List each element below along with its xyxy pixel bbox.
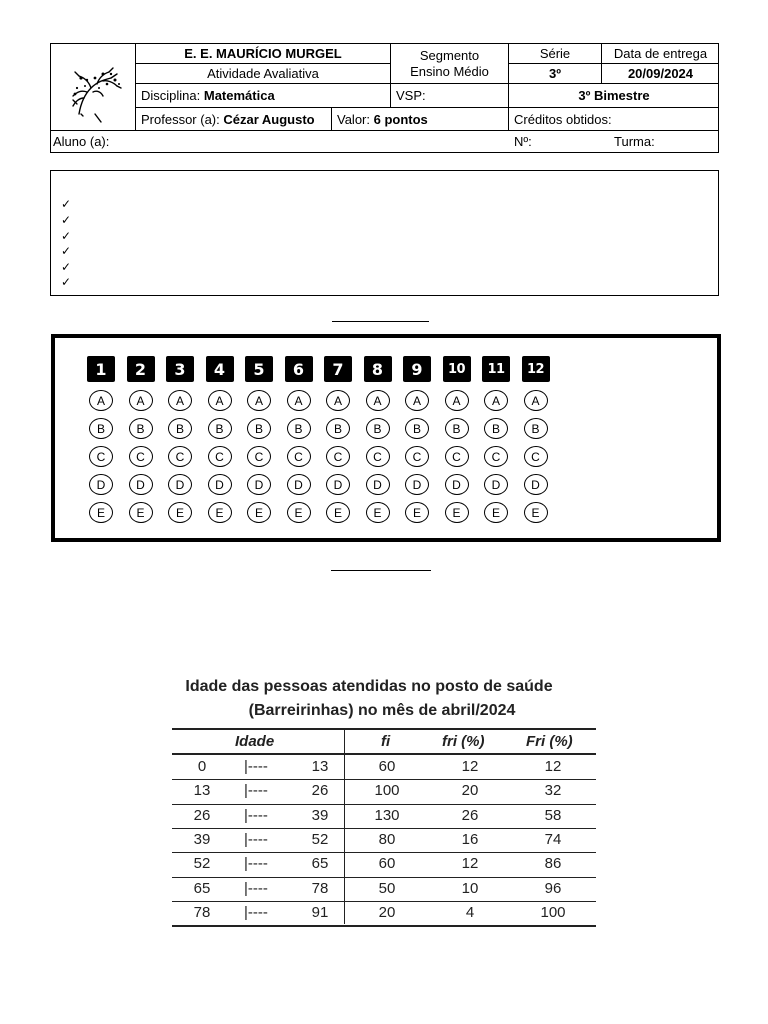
answer-bubble-q3-c[interactable]: C bbox=[168, 446, 192, 467]
cell-fri: 4 bbox=[465, 903, 475, 921]
checkmark-icon: ✓ bbox=[61, 275, 72, 289]
header-fri: fri (%) bbox=[442, 733, 485, 750]
cell-Fri: 74 bbox=[544, 830, 562, 848]
cell-age-from: 39 bbox=[193, 830, 211, 848]
cell-fi: 100 bbox=[374, 782, 400, 800]
serie-label: Série bbox=[509, 44, 602, 64]
question-number-5: 5 bbox=[245, 356, 273, 382]
answer-bubble-q10-c[interactable]: C bbox=[445, 446, 469, 467]
value-cell bbox=[332, 108, 509, 131]
answer-bubble-q4-e[interactable]: E bbox=[208, 502, 232, 523]
checkmark-icon: ✓ bbox=[61, 244, 72, 258]
answer-bubble-q6-e[interactable]: E bbox=[287, 502, 311, 523]
answer-bubble-q5-a[interactable]: A bbox=[247, 390, 271, 411]
segment-value: Ensino Médio bbox=[410, 64, 489, 79]
cell-age-from: 65 bbox=[193, 879, 211, 897]
table-title-line2: (Barreirinhas) no mês de abril/2024 bbox=[248, 702, 516, 719]
cell-Fri: 86 bbox=[544, 855, 562, 873]
answer-bubble-q2-d[interactable]: D bbox=[129, 474, 153, 495]
answer-bubble-q6-b[interactable]: B bbox=[287, 418, 311, 439]
cell-fri: 20 bbox=[461, 782, 479, 800]
answer-bubble-q5-b[interactable]: B bbox=[247, 418, 271, 439]
cell-fi: 130 bbox=[374, 806, 400, 824]
answer-bubble-q2-b[interactable]: B bbox=[129, 418, 153, 439]
due-date-label: Data de entrega bbox=[602, 44, 719, 64]
answer-bubble-q8-a[interactable]: A bbox=[366, 390, 390, 411]
answer-bubble-q6-a[interactable]: A bbox=[287, 390, 311, 411]
table-row-rule bbox=[172, 779, 596, 780]
column-divider bbox=[344, 728, 345, 924]
cell-fi: 60 bbox=[378, 855, 396, 873]
teacher-label: Professor (a): bbox=[141, 111, 220, 127]
question-number-9: 9 bbox=[403, 356, 431, 382]
cell-Fri: 12 bbox=[544, 758, 562, 775]
question-number-6: 6 bbox=[285, 356, 313, 382]
answer-bubble-q8-b[interactable]: B bbox=[366, 418, 390, 439]
cell-fri: 26 bbox=[461, 806, 479, 824]
cell-fri: 12 bbox=[461, 855, 479, 873]
divider-line bbox=[332, 321, 429, 322]
value-value: 6 pontos bbox=[373, 111, 428, 127]
discipline-cell bbox=[136, 84, 391, 108]
header-Fri: Fri (%) bbox=[526, 733, 573, 750]
cell-age-from: 0 bbox=[197, 758, 207, 775]
answer-bubble-q3-d[interactable]: D bbox=[168, 474, 192, 495]
header-fi: fi bbox=[381, 733, 391, 750]
cell-interval-separator: |---- bbox=[244, 806, 268, 824]
answer-bubble-q2-e[interactable]: E bbox=[129, 502, 153, 523]
answer-bubble-q1-d[interactable]: D bbox=[89, 474, 113, 495]
answer-bubble-q7-b[interactable]: B bbox=[326, 418, 350, 439]
checkmark-icon: ✓ bbox=[61, 213, 72, 227]
answer-bubble-q11-a[interactable]: A bbox=[484, 390, 508, 411]
cell-interval-separator: |---- bbox=[244, 758, 268, 775]
answer-bubble-q9-b[interactable]: B bbox=[405, 418, 429, 439]
question-number-4: 4 bbox=[206, 356, 234, 382]
cell-fi: 50 bbox=[378, 879, 396, 897]
credits-label: Créditos obtidos: bbox=[509, 108, 719, 131]
answer-bubble-q8-d[interactable]: D bbox=[366, 474, 390, 495]
cell-age-to: 65 bbox=[311, 855, 329, 873]
cell-age-from: 13 bbox=[193, 782, 211, 800]
student-label: Aluno (a): bbox=[53, 134, 110, 149]
table-title-line1: Idade das pessoas atendidas no posto de saúde bbox=[185, 678, 553, 695]
answer-bubble-q7-e[interactable]: E bbox=[326, 502, 350, 523]
answer-bubble-q5-d[interactable]: D bbox=[247, 474, 271, 495]
cell-interval-separator: |---- bbox=[244, 782, 268, 800]
school-logo-tree-icon bbox=[51, 44, 136, 131]
answer-bubble-q8-e[interactable]: E bbox=[366, 502, 390, 523]
answer-bubble-q11-c[interactable]: C bbox=[484, 446, 508, 467]
header-table bbox=[50, 43, 719, 153]
answer-bubble-q4-c[interactable]: C bbox=[208, 446, 232, 467]
answer-bubble-q10-b[interactable]: B bbox=[445, 418, 469, 439]
answer-bubble-q3-e[interactable]: E bbox=[168, 502, 192, 523]
teacher-cell bbox=[136, 108, 332, 131]
segment-label: Segmento bbox=[419, 48, 480, 63]
answer-bubble-q4-b[interactable]: B bbox=[208, 418, 232, 439]
class-label: Turma: bbox=[614, 134, 655, 149]
table-row-rule bbox=[172, 901, 596, 902]
answer-bubble-q9-e[interactable]: E bbox=[405, 502, 429, 523]
answer-bubble-q2-a[interactable]: A bbox=[129, 390, 153, 411]
cell-interval-separator: |---- bbox=[244, 855, 268, 873]
discipline-label: Disciplina: bbox=[141, 88, 201, 103]
vsp-label: VSP: bbox=[391, 84, 509, 108]
answer-bubble-q11-d[interactable]: D bbox=[484, 474, 508, 495]
question-number-1: 1 bbox=[87, 356, 115, 382]
answer-bubble-q10-a[interactable]: A bbox=[445, 390, 469, 411]
question-number-2: 2 bbox=[127, 356, 155, 382]
cell-age-to: 78 bbox=[311, 879, 329, 897]
cell-fri: 10 bbox=[461, 879, 479, 897]
answer-bubble-q4-a[interactable]: A bbox=[208, 390, 232, 411]
checkmark-icon: ✓ bbox=[61, 197, 72, 211]
teacher-value: Cézar Augusto bbox=[223, 111, 315, 127]
answer-bubble-q4-d[interactable]: D bbox=[208, 474, 232, 495]
serie-value: 3º bbox=[509, 64, 602, 84]
answer-bubble-q9-a[interactable]: A bbox=[405, 390, 429, 411]
cell-age-to: 26 bbox=[311, 782, 329, 800]
cell-age-to: 13 bbox=[311, 758, 329, 775]
question-number-10: 10 bbox=[443, 356, 471, 382]
cell-age-from: 78 bbox=[193, 903, 211, 921]
question-number-3: 3 bbox=[166, 356, 194, 382]
cell-interval-separator: |---- bbox=[244, 903, 268, 921]
answer-bubble-q12-a[interactable]: A bbox=[524, 390, 548, 411]
cell-Fri: 96 bbox=[544, 879, 562, 897]
table-row-rule bbox=[172, 852, 596, 853]
answer-bubble-q3-a[interactable]: A bbox=[168, 390, 192, 411]
cell-fri: 12 bbox=[461, 758, 479, 775]
cell-fi: 80 bbox=[378, 830, 396, 848]
discipline-value: Matemática bbox=[203, 88, 275, 103]
answer-bubble-q5-e[interactable]: E bbox=[247, 502, 271, 523]
number-label: Nº: bbox=[514, 134, 532, 149]
question-number-7: 7 bbox=[324, 356, 352, 382]
cell-fi: 60 bbox=[378, 758, 396, 775]
cell-interval-separator: |---- bbox=[244, 879, 268, 897]
cell-age-to: 39 bbox=[311, 806, 329, 824]
question-number-8: 8 bbox=[364, 356, 392, 382]
answer-bubble-q10-e[interactable]: E bbox=[445, 502, 469, 523]
cell-age-to: 91 bbox=[311, 903, 329, 921]
instructions-box bbox=[50, 170, 719, 296]
cell-Fri: 100 bbox=[540, 903, 566, 921]
question-number-12: 12 bbox=[522, 356, 550, 382]
answer-bubble-q11-b[interactable]: B bbox=[484, 418, 508, 439]
segment-cell bbox=[391, 44, 509, 84]
answer-bubble-q12-e[interactable]: E bbox=[524, 502, 548, 523]
activity-type: Atividade Avaliativa bbox=[136, 64, 391, 84]
answer-bubble-q1-a[interactable]: A bbox=[89, 390, 113, 411]
school-name: E. E. MAURÍCIO MURGEL bbox=[136, 44, 391, 64]
cell-Fri: 32 bbox=[544, 782, 562, 800]
answer-bubble-q12-d[interactable]: D bbox=[524, 474, 548, 495]
due-date-value: 20/09/2024 bbox=[602, 64, 719, 84]
table-row-rule bbox=[172, 877, 596, 878]
answer-bubble-q11-e[interactable]: E bbox=[484, 502, 508, 523]
table-row-rule bbox=[172, 925, 596, 927]
logo-cell bbox=[51, 44, 136, 131]
answer-bubble-q7-a[interactable]: A bbox=[326, 390, 350, 411]
checkmark-icon: ✓ bbox=[61, 260, 72, 274]
cell-fri: 16 bbox=[461, 830, 479, 848]
answer-bubble-q6-d[interactable]: D bbox=[287, 474, 311, 495]
cell-interval-separator: |---- bbox=[244, 830, 268, 848]
answer-bubble-q12-b[interactable]: B bbox=[524, 418, 548, 439]
answer-bubble-q1-c[interactable]: C bbox=[89, 446, 113, 467]
table-row-rule bbox=[172, 828, 596, 829]
answer-bubble-q8-c[interactable]: C bbox=[366, 446, 390, 467]
table-top-rule bbox=[172, 728, 596, 730]
answer-bubble-q7-c[interactable]: C bbox=[326, 446, 350, 467]
cell-age-from: 26 bbox=[193, 806, 211, 824]
cell-age-from: 52 bbox=[193, 855, 211, 873]
answer-bubble-q2-c[interactable]: C bbox=[129, 446, 153, 467]
cell-fi: 20 bbox=[378, 903, 396, 921]
answer-bubble-q1-e[interactable]: E bbox=[89, 502, 113, 523]
question-number-11: 11 bbox=[482, 356, 510, 382]
header-idade: Idade bbox=[235, 733, 275, 750]
answer-bubble-q12-c[interactable]: C bbox=[524, 446, 548, 467]
answer-bubble-q3-b[interactable]: B bbox=[168, 418, 192, 439]
cell-age-to: 52 bbox=[311, 830, 329, 848]
table-row-rule bbox=[172, 804, 596, 805]
answer-sheet-grid bbox=[51, 334, 721, 542]
answer-bubble-q5-c[interactable]: C bbox=[247, 446, 271, 467]
header-rule bbox=[172, 753, 596, 755]
cell-Fri: 58 bbox=[544, 806, 562, 824]
answer-bubble-q9-d[interactable]: D bbox=[405, 474, 429, 495]
answer-bubble-q7-d[interactable]: D bbox=[326, 474, 350, 495]
answer-bubble-q1-b[interactable]: B bbox=[89, 418, 113, 439]
answer-bubble-q10-d[interactable]: D bbox=[445, 474, 469, 495]
checkmark-icon: ✓ bbox=[61, 229, 72, 243]
bimester: 3º Bimestre bbox=[509, 84, 719, 108]
answer-bubble-q9-c[interactable]: C bbox=[405, 446, 429, 467]
value-label: Valor: bbox=[337, 111, 370, 127]
divider-line bbox=[331, 570, 431, 571]
answer-bubble-q6-c[interactable]: C bbox=[287, 446, 311, 467]
